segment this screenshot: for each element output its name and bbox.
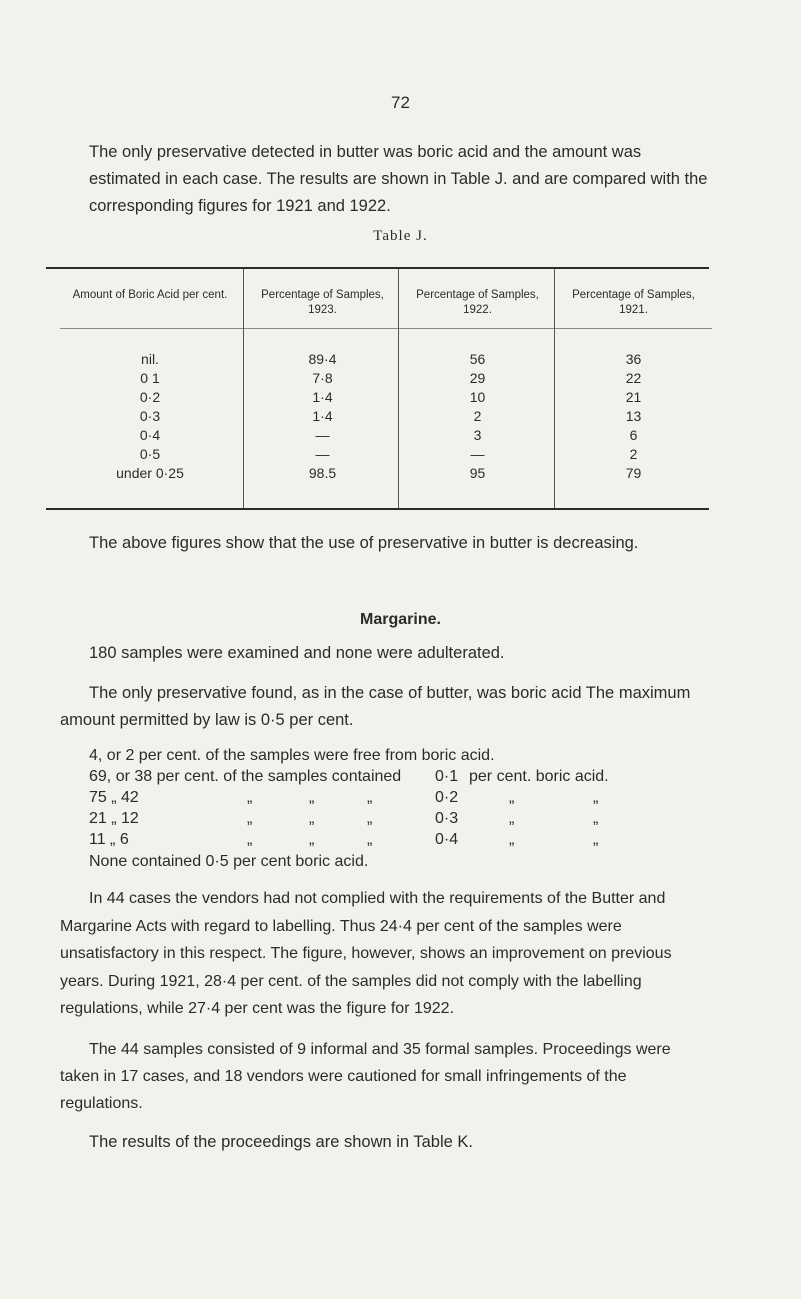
- table-cell: 2: [629, 446, 638, 462]
- ditto-mark: „: [509, 789, 515, 806]
- ditto-mark: „: [367, 831, 373, 848]
- table-cell: 13: [625, 408, 642, 424]
- table-cell: nil.: [141, 351, 159, 367]
- ditto-mark: „: [593, 810, 599, 827]
- list-item-value: 0·2: [435, 789, 459, 806]
- list-item-unit: per cent. boric acid.: [469, 768, 609, 785]
- table-caption: Table J.: [373, 228, 428, 244]
- list-item-count: 11 „ 6: [89, 831, 129, 848]
- ditto-mark: „: [593, 789, 599, 806]
- header-1922: Percentage of Samples, 1922.: [416, 289, 539, 316]
- ditto-mark: „: [247, 831, 253, 848]
- header-1921: Percentage of Samples, 1921.: [572, 289, 695, 316]
- list-item-text: 4, or 2 per cent. of the samples were free from boric acid.: [89, 747, 495, 764]
- ditto-mark: „: [247, 789, 253, 806]
- table-cell: 0 1: [140, 370, 160, 386]
- table-cell: 98.5: [308, 465, 337, 481]
- none-contained-text: None contained 0·5 per cent boric acid.: [89, 853, 369, 870]
- page-number: 72: [391, 93, 410, 112]
- table-cell: —: [315, 446, 330, 462]
- table-cell: 79: [625, 465, 642, 481]
- table-cell: under 0·25: [116, 465, 184, 481]
- table-cell: 0·4: [139, 427, 161, 443]
- list-item-value: 0·3: [435, 810, 459, 827]
- table-cell: 22: [625, 370, 642, 386]
- table-cell: 0·3: [139, 408, 161, 424]
- table-cell: 29: [469, 370, 486, 386]
- column-divider: [398, 269, 399, 508]
- header-amount: Amount of Boric Acid per cent.: [72, 289, 228, 301]
- table-cell: 6: [629, 427, 638, 443]
- list-item-count: 75 „ 42: [89, 789, 139, 806]
- column-divider: [554, 269, 555, 508]
- table-cell: 36: [625, 351, 642, 367]
- column-divider: [243, 269, 244, 508]
- ditto-mark: „: [247, 810, 253, 827]
- table-cell: 0·5: [139, 446, 161, 462]
- table-cell: 21: [625, 389, 642, 405]
- table-cell: 95: [469, 465, 486, 481]
- list-item: [89, 745, 709, 766]
- table-cell: —: [315, 427, 330, 443]
- section-heading: Margarine.: [360, 611, 441, 628]
- ditto-mark: „: [367, 789, 373, 806]
- list-item: [89, 851, 709, 872]
- list-item: [89, 829, 709, 850]
- table-cell: 3: [473, 427, 482, 443]
- list-item-value: 0·4: [435, 831, 459, 848]
- table-cell: 7·8: [312, 370, 333, 386]
- ditto-mark: „: [309, 789, 315, 806]
- list-item: [89, 787, 709, 808]
- table-cell: 0·2: [139, 389, 161, 405]
- table-cell: 89·4: [308, 351, 337, 367]
- table-cell: 56: [469, 351, 486, 367]
- table-cell: 1·4: [312, 389, 333, 405]
- labelling-paragraph: In 44 cases the vendors had not complied with the requirements of the Butter and Margarine Acts with regard to labelling. Thus 24·4 per cent of the samples were unsatisfactory in this respect. The figure, however, shows an improvement on previous years. During 1921, 28·4 per cent. of the samples did not comply with the labelling regulations, while 27·4 per cent was the figure for 1922.: [60, 890, 672, 1017]
- list-item: [89, 766, 709, 787]
- ditto-mark: „: [367, 810, 373, 827]
- intro-paragraph: The only preservative detected in butter was boric acid and the amount was estimated in each case. The results are shown in Table J. and are compared with the corresponding figures for 1921 and 1922.: [89, 143, 708, 215]
- margarine-preservative: The only preservative found, as in the case of butter, was boric acid The maximum amount permitted by law is 0·5 per cent.: [60, 684, 691, 729]
- ditto-mark: „: [309, 810, 315, 827]
- list-item-count: 21 „ 12: [89, 810, 139, 827]
- table-header-rule: [60, 328, 712, 329]
- header-1923: Percentage of Samples, 1923.: [261, 289, 384, 316]
- table-top-rule: [46, 267, 709, 269]
- table-bottom-rule: [46, 508, 709, 510]
- samples-paragraph: The 44 samples consisted of 9 informal and 35 formal samples. Proceedings were taken in 17 cases, and 18 vendors were cautioned for small infringements of the regulations.: [60, 1041, 671, 1112]
- ditto-mark: „: [309, 831, 315, 848]
- ditto-mark: „: [593, 831, 599, 848]
- ditto-mark: „: [509, 810, 515, 827]
- results-paragraph: The results of the proceedings are shown in Table K.: [89, 1133, 474, 1151]
- ditto-mark: „: [509, 831, 515, 848]
- table-cell: 10: [469, 389, 486, 405]
- table-cell: —: [470, 446, 485, 462]
- list-item: [89, 808, 709, 829]
- table-cell: 2: [473, 408, 482, 424]
- list-item-value: 0·1: [435, 768, 459, 785]
- table-cell: 1·4: [312, 408, 333, 424]
- conclusion-paragraph: The above figures show that the use of preservative in butter is decreasing.: [89, 534, 639, 552]
- list-item-text: 69, or 38 per cent. of the samples contained: [89, 768, 402, 785]
- margarine-intro: 180 samples were examined and none were adulterated.: [89, 644, 505, 662]
